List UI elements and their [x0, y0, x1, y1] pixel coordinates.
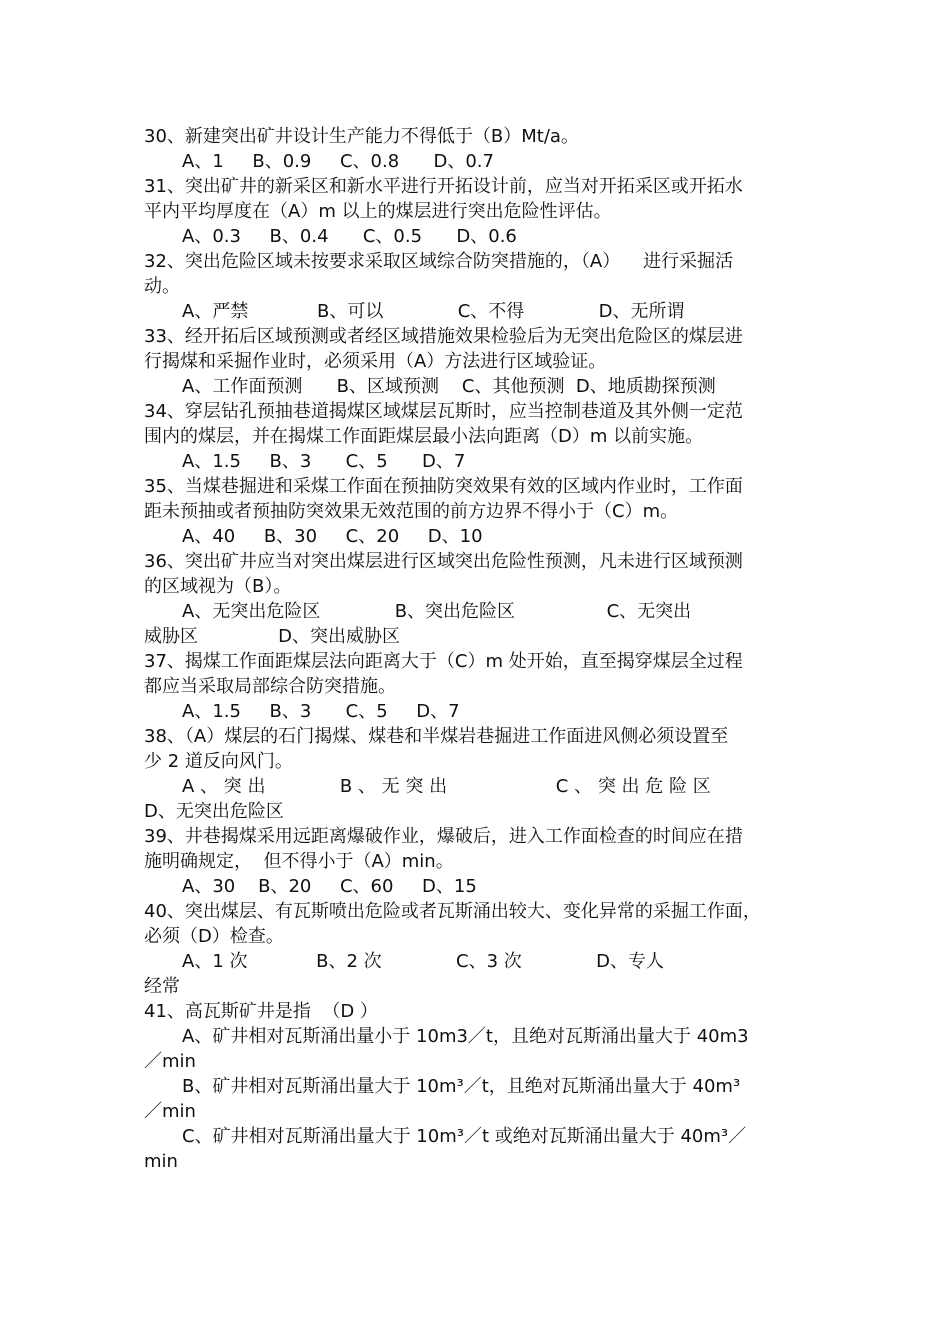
question-35-line2: 距未预抽或者预抽防突效果无效范围的前方边界不得小于（C）m。 — [144, 501, 679, 522]
question-32-line1: 32、突出危险区域未按要求采取区域综合防突措施的，（A） 进行采掘活 — [144, 251, 734, 272]
option-41b-line2: ／min — [144, 1101, 196, 1122]
question-31-line1: 31、突出矿井的新采区和新水平进行开拓设计前，应当对开拓采区或开拓水 — [144, 176, 743, 197]
question-36-line2: 的区域视为（B）。 — [144, 576, 292, 597]
question-33-line1: 33、经开拓后区域预测或者经区域措施效果检验后为无突出危险区的煤层进 — [144, 326, 743, 347]
question-33-line2: 行揭煤和采掘作业时，必须采用（A）方法进行区域验证。 — [144, 351, 607, 372]
question-39-line2: 施明确规定， 但不得小于（A）min。 — [144, 851, 454, 872]
options-33: A、工作面预测 B、区域预测 C、其他预测 D、地质勘探预测 — [182, 376, 716, 397]
option-41a-line2: ／min — [144, 1051, 196, 1072]
options-36-line1: A、无突出危险区 B、突出危险区 C、无突出 — [182, 601, 692, 622]
question-34-line1: 34、穿层钻孔预抽巷道揭煤区域煤层瓦斯时，应当控制巷道及其外侧一定范 — [144, 401, 743, 422]
question-36-line1: 36、突出矿井应当对突出煤层进行区域突出危险性预测，凡未进行区域预测 — [144, 551, 743, 572]
question-34-line2: 围内的煤层，并在揭煤工作面距煤层最小法向距离（D）m 以前实施。 — [144, 426, 704, 447]
options-34: A、1.5 B、3 C、5 D、7 — [182, 451, 466, 472]
question-37-line2: 都应当采取局部综合防突措施。 — [144, 676, 396, 697]
options-38-line1: A 、 突 出 B 、 无 突 出 C 、 突 出 危 险 区 — [182, 776, 711, 797]
question-38-line1: 38、（A）煤层的石门揭煤、煤巷和半煤岩巷掘进工作面进风侧必须设置至 — [144, 726, 729, 747]
question-30: 30、新建突出矿井设计生产能力不得低于（B）Mt/a。 — [144, 126, 579, 147]
options-40-line1: A、1 次 B、2 次 C、3 次 D、专人 — [182, 951, 665, 972]
question-40-line1: 40、突出煤层、有瓦斯喷出危险或者瓦斯涌出较大、变化异常的采掘工作面， — [144, 901, 761, 922]
options-31: A、0.3 B、0.4 C、0.5 D、0.6 — [182, 226, 517, 247]
question-35-line1: 35、当煤巷掘进和采煤工作面在预抽防突效果有效的区域内作业时，工作面 — [144, 476, 743, 497]
options-37: A、1.5 B、3 C、5 D、7 — [182, 701, 460, 722]
option-41c-line2: min — [144, 1151, 178, 1172]
question-32-line2: 动。 — [144, 276, 180, 297]
options-36-line2: 威胁区 D、突出威胁区 — [144, 626, 400, 647]
options-32: A、严禁 B、可以 C、不得 D、无所谓 — [182, 301, 685, 322]
question-39-line1: 39、井巷揭煤采用远距离爆破作业，爆破后，进入工作面检查的时间应在措 — [144, 826, 743, 847]
options-30: A、1 B、0.9 C、0.8 D、0.7 — [182, 151, 494, 172]
question-40-line2: 必须（D）检查。 — [144, 926, 284, 947]
options-39: A、30 B、20 C、60 D、15 — [182, 876, 477, 897]
question-38-line2: 少 2 道反向风门。 — [144, 751, 293, 772]
option-41c-line1: C、矿井相对瓦斯涌出量大于 10m³／t 或绝对瓦斯涌出量大于 40m³／ — [182, 1126, 747, 1147]
options-35: A、40 B、30 C、20 D、10 — [182, 526, 483, 547]
options-40-line2: 经常 — [144, 976, 180, 997]
option-41a-line1: A、矿井相对瓦斯涌出量小于 10m3／t，且绝对瓦斯涌出量大于 40m3 — [182, 1026, 749, 1047]
question-31-line2: 平内平均厚度在（A）m 以上的煤层进行突出危险性评估。 — [144, 201, 612, 222]
question-41: 41、高瓦斯矿井是指 （D ） — [144, 1001, 378, 1022]
options-38-line2: D、无突出危险区 — [144, 801, 284, 822]
option-41b-line1: B、矿井相对瓦斯涌出量大于 10m³／t，且绝对瓦斯涌出量大于 40m³ — [182, 1076, 741, 1097]
question-37-line1: 37、揭煤工作面距煤层法向距离大于（C）m 处开始，直至揭穿煤层全过程 — [144, 651, 743, 672]
